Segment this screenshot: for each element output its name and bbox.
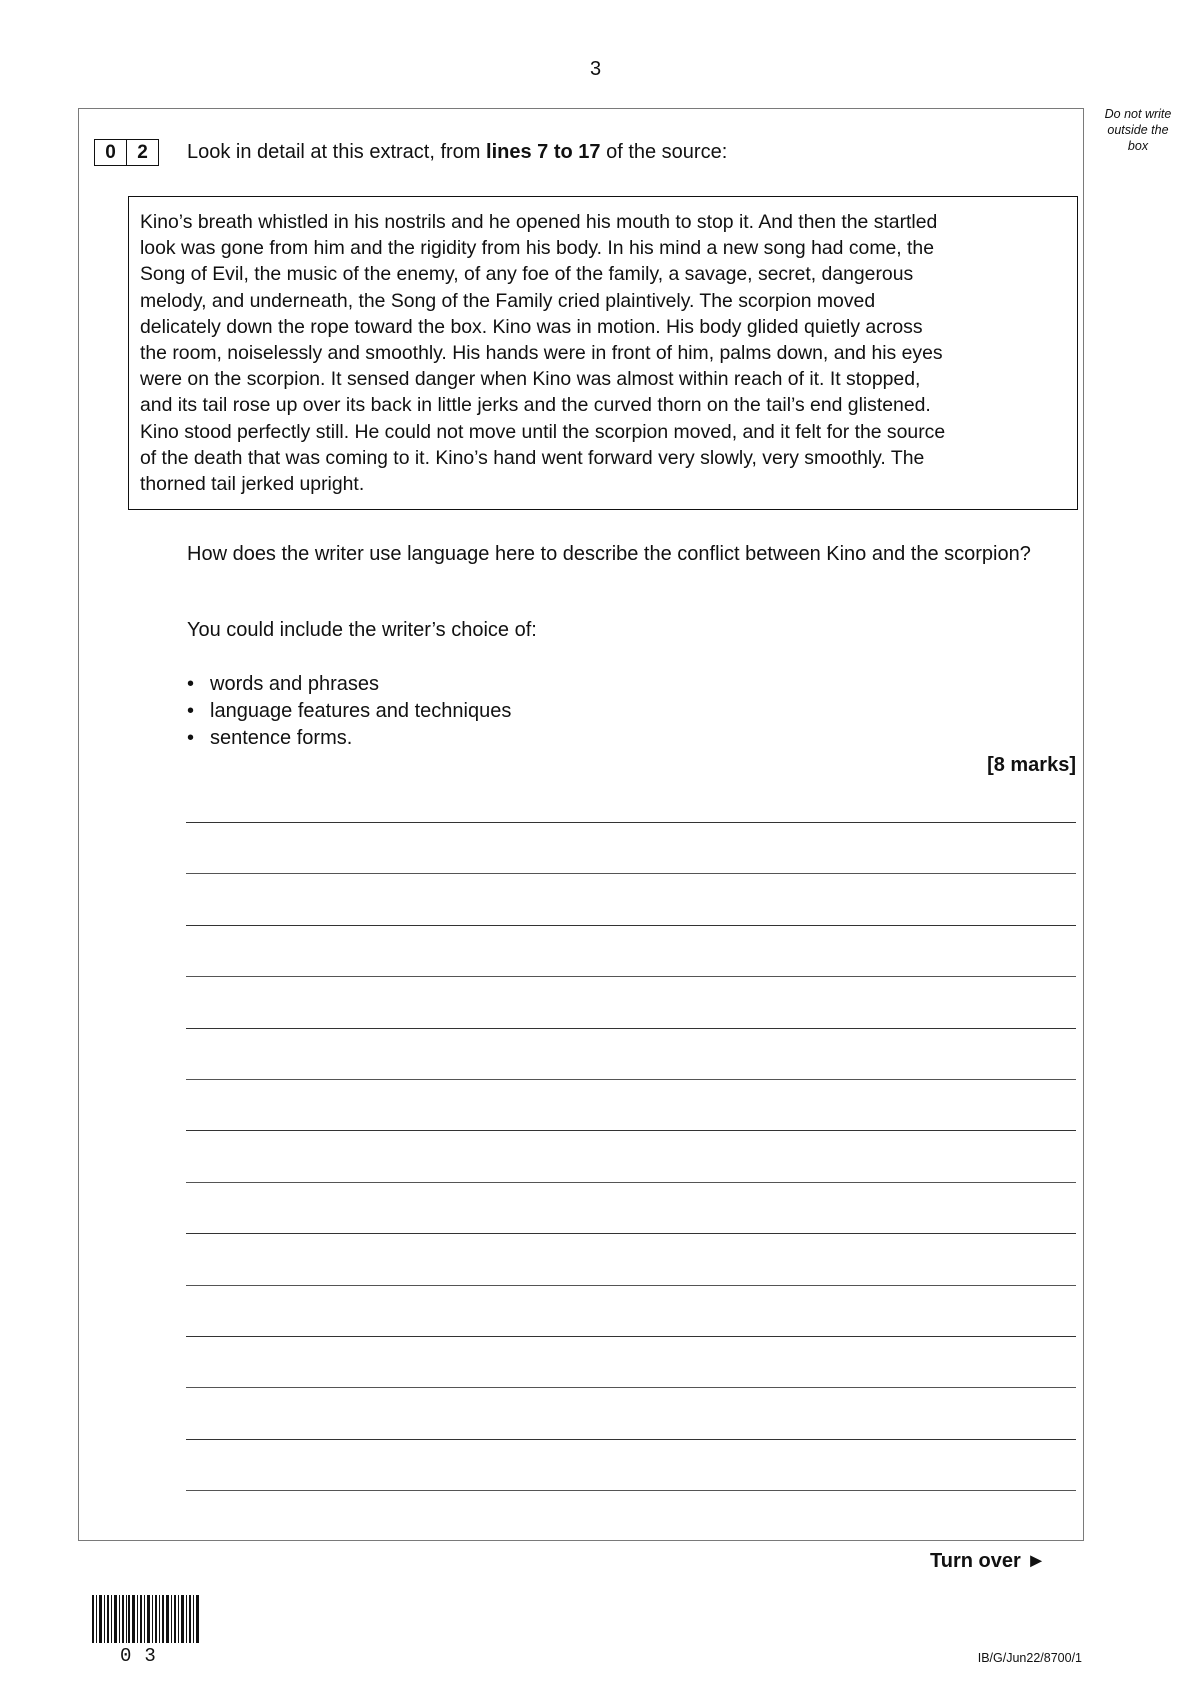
could-include-text: You could include the writer’s choice of: (187, 619, 537, 641)
margin-note-line: outside the (1107, 123, 1169, 137)
answer-line[interactable] (186, 925, 1076, 926)
paper-reference: IB/G/Jun22/8700/1 (977, 1651, 1082, 1665)
extract-line: delicately down the rope toward the box. Kino was in motion. His body glided quietly across (140, 315, 923, 338)
extract-line: of the death that was coming to it. Kino’s hand went forward very slowly, very smoothly. The (140, 446, 925, 469)
question-prompt: How does the writer use language here to describe the conflict between Kino and the scorpion? (187, 543, 1031, 565)
extract-line: melody, and underneath, the Song of the Family cried plaintively. The scorpion moved (140, 289, 876, 312)
extract-line: Song of Evil, the music of the enemy, of any foe of the family, a savage, secret, dangerous (140, 263, 914, 286)
extract-line: Kino stood perfectly still. He could not move until the scorpion moved, and it felt for the source (140, 420, 946, 443)
answer-line[interactable] (186, 1439, 1076, 1440)
question-number-digit: 2 (127, 139, 159, 166)
extract-line: and its tail rose up over its back in little jerks and the curved thorn on the tail’s end glistened. (140, 394, 931, 417)
barcode (92, 1595, 202, 1648)
extract-line: were on the scorpion. It sensed danger when Kino was almost within reach of it. It stopped, (140, 368, 921, 391)
bullet-item: • language features and techniques (187, 698, 511, 725)
answer-line[interactable] (186, 976, 1076, 977)
answer-lines[interactable] (186, 0, 1076, 1684)
margin-note-line: Do not write (1104, 107, 1172, 121)
turn-over-label: Turn over ► (930, 1550, 1047, 1572)
stem-text: Look in detail at this extract, from (187, 141, 487, 163)
answer-line[interactable] (186, 1079, 1076, 1080)
answer-line[interactable] (186, 1490, 1076, 1491)
margin-note-line: box (1127, 139, 1149, 153)
marks-label: [8 marks] (987, 754, 1076, 776)
question-number-box (94, 139, 159, 166)
extract-line: thorned tail jerked upright. (140, 473, 365, 496)
answer-line[interactable] (186, 873, 1076, 874)
extract-line: look was gone from him and the rigidity from his body. In his mind a new song had come, the (140, 237, 934, 260)
stem-text-end: of the source: (600, 141, 728, 163)
page-number: 3 (589, 58, 602, 80)
answer-line[interactable] (186, 822, 1076, 823)
answer-line[interactable] (186, 1387, 1076, 1388)
extract-line: the room, noiselessly and smoothly. His hands were in front of him, palms down, and his eyes (140, 342, 943, 365)
bullet-item: • sentence forms. (187, 725, 511, 752)
stem-bold-lines: lines 7 to 17 (486, 141, 601, 163)
answer-line[interactable] (186, 1182, 1076, 1183)
answer-line[interactable] (186, 1233, 1076, 1234)
barcode-icon (92, 1595, 202, 1643)
answer-line[interactable] (186, 1285, 1076, 1286)
answer-line[interactable] (186, 1336, 1076, 1337)
question-number-digit: 0 (94, 139, 127, 166)
extract-line: Kino’s breath whistled in his nostrils and he opened his mouth to stop it. And then the startled (140, 211, 938, 233)
barcode-number: 03 (120, 1645, 169, 1667)
margin-note (1094, 106, 1182, 154)
answer-line[interactable] (186, 1130, 1076, 1131)
bullet-item: • words and phrases (187, 671, 511, 698)
answer-line[interactable] (186, 1028, 1076, 1029)
